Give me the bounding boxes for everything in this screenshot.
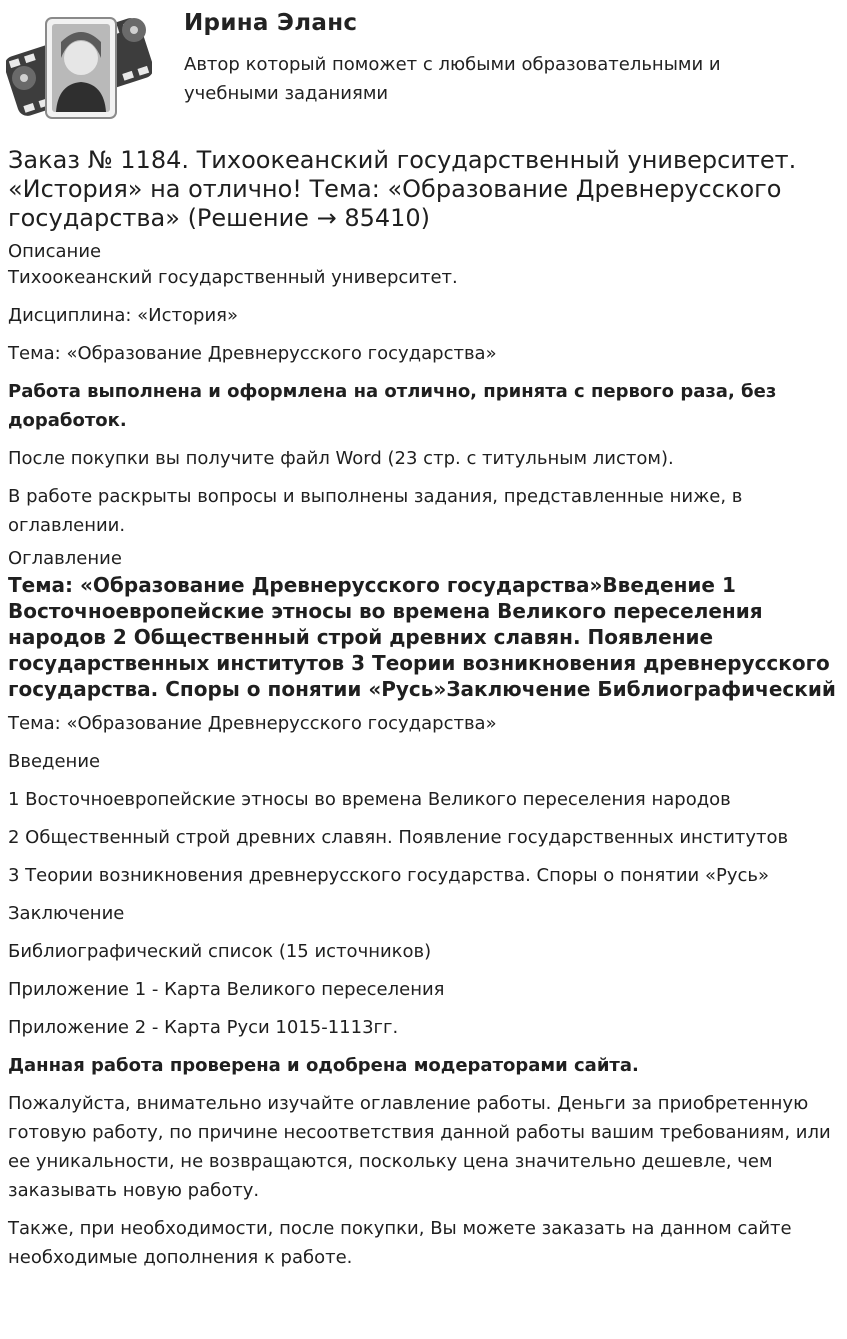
description-label: Описание bbox=[8, 241, 102, 262]
toc-label: Оглавление bbox=[8, 548, 122, 569]
toc-item: 1 Восточноевропейские этносы во времена Великого переселения народов bbox=[8, 789, 731, 810]
toc-item: Заключение bbox=[8, 903, 125, 924]
toc-item: 2 Общественный строй древних славян. Появление государственных институтов bbox=[8, 827, 789, 848]
toc-item: Тема: «Образование Древнерусского государства» bbox=[8, 713, 497, 734]
author-description: Автор который поможет с любыми образовательными и учебными заданиями bbox=[184, 54, 721, 104]
toc-item: Приложение 2 - Карта Руси 1015-1113гг. bbox=[8, 1017, 399, 1038]
toc-item: 3 Теории возникновения древнерусского государства. Споры о понятии «Русь» bbox=[8, 865, 770, 886]
author-name[interactable]: Ирина Эланс bbox=[184, 10, 358, 36]
avatar[interactable] bbox=[6, 6, 152, 128]
toc-item: Библиографический список (15 источников) bbox=[8, 941, 432, 962]
description-intro: В работе раскрыты вопросы и выполнены задания, представленные ниже, в оглавлении. bbox=[8, 486, 743, 536]
toc-item: Введение bbox=[8, 751, 101, 772]
description-quality: Работа выполнена и оформлена на отлично, принята с первого раза, без доработок. bbox=[8, 381, 777, 431]
additions-note: Также, при необходимости, после покупки, Вы можете заказать на данном сайте необходимые дополнения к работе. bbox=[8, 1218, 792, 1268]
refund-policy: Пожалуйста, внимательно изучайте оглавление работы. Деньги за приобретенную готовую работу, по причине несоответствия данной работы вашим требованиям, или ее уникальности, не возвращаются, поскольку цена значительно дешевле, чем заказывать новую работу. bbox=[8, 1093, 831, 1201]
description-file-info: После покупки вы получите файл Word (23 стр. с титульным листом). bbox=[8, 448, 674, 469]
page-title: Заказ № 1184. Тихоокеанский государственный университет. «История» на отлично! Тема: «Образование Древнерусского государства» (Решение → 85410) bbox=[8, 146, 797, 232]
toc-item: Приложение 1 - Карта Великого переселения bbox=[8, 979, 445, 1000]
order-content bbox=[8, 146, 842, 1272]
toc-heading: Тема: «Образование Древнерусского государства»Введение 1 Восточноевропейские этносы во времена Великого переселения народов 2 Общественный строй древних славян. Появление государственных институтов 3 Теории возникновения древнерусского государства. Споры о понятии «Русь»Заключение Библиографический bbox=[8, 573, 836, 701]
author-header bbox=[0, 0, 847, 135]
description-university: Тихоокеанский государственный университет. bbox=[8, 267, 458, 288]
moderation-note: Данная работа проверена и одобрена модераторами сайта. bbox=[8, 1055, 639, 1076]
description-topic: Тема: «Образование Древнерусского государства» bbox=[8, 343, 497, 364]
film-strip-avatar-icon bbox=[6, 6, 152, 128]
description-discipline: Дисциплина: «История» bbox=[8, 305, 239, 326]
